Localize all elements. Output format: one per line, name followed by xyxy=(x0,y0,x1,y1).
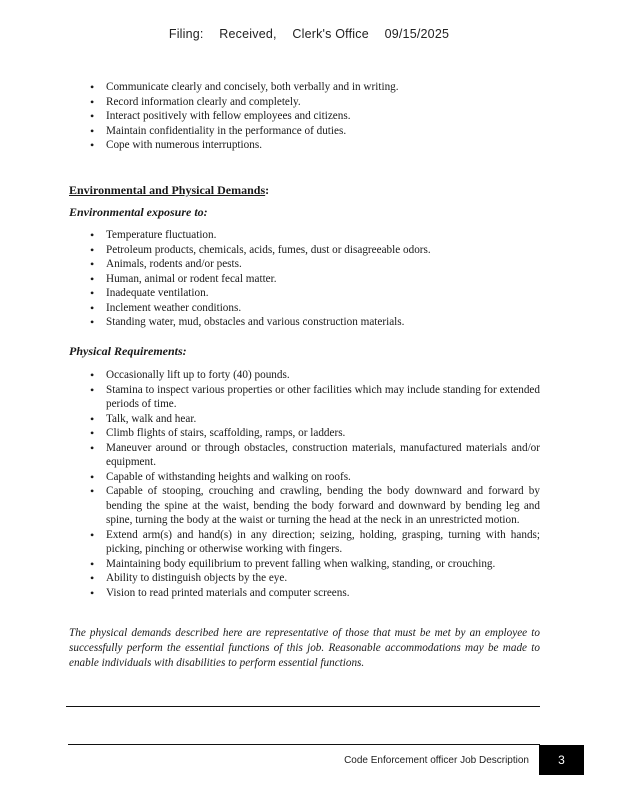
list-item: • Temperature fluctuation. xyxy=(90,228,540,243)
section-heading-environmental-physical xyxy=(69,183,269,198)
list-item: • Stamina to inspect various properties or other facilities which may include standing for extended periods of time. xyxy=(90,383,540,412)
list-item: • Communicate clearly and concisely, both verbally and in writing. xyxy=(90,80,450,95)
list-item: • Petroleum products, chemicals, acids, fumes, dust or disagreeable odors. xyxy=(90,243,540,258)
filing-office: Clerk's Office xyxy=(292,27,369,41)
physical-requirements-list xyxy=(90,368,540,600)
list-item: • Standing water, mud, obstacles and various construction materials. xyxy=(90,315,540,330)
list-item: • Interact positively with fellow employees and citizens. xyxy=(90,109,450,124)
environmental-exposure-list xyxy=(90,228,540,330)
page-number-badge: 3 xyxy=(539,745,584,775)
filing-stamp-header xyxy=(0,27,618,41)
list-item: • Inadequate ventilation. xyxy=(90,286,540,301)
filing-date: 09/15/2025 xyxy=(384,27,450,41)
filing-status: Received, xyxy=(219,27,277,41)
physical-requirements-heading: Physical Requirements: xyxy=(69,344,187,358)
list-item: • Extend arm(s) and hand(s) in any direction; seizing, holding, grasping, turning with hands; picking, pinching or otherwise working with fingers. xyxy=(90,528,540,557)
footer-document-title: Code Enforcement officer Job Description xyxy=(344,755,529,766)
list-item: • Cope with numerous interruptions. xyxy=(90,138,450,153)
list-item: • Maintain confidentiality in the performance of duties. xyxy=(90,124,450,139)
list-item: • Maneuver around or through obstacles, construction materials, manufactured materials and/or equipment. xyxy=(90,441,540,470)
closing-note: The physical demands described here are representative of those that must be met by an employee to successfully perform the essential functions of this job. Reasonable accommodations may be made to enable individuals with disabilities to perform essential functions. xyxy=(69,627,540,669)
list-item: • Vision to read printed materials and computer screens. xyxy=(90,586,540,601)
communication-skills-list xyxy=(90,80,450,153)
list-item: • Climb flights of stairs, scaffolding, ramps, or ladders. xyxy=(90,426,540,441)
list-item: • Ability to distinguish objects by the eye. xyxy=(90,571,540,586)
list-item: • Animals, rodents and/or pests. xyxy=(90,257,540,272)
list-item: • Record information clearly and completely. xyxy=(90,95,450,110)
list-item: • Inclement weather conditions. xyxy=(90,301,540,316)
list-item: • Human, animal or rodent fecal matter. xyxy=(90,272,540,287)
section-heading-text: Environmental and Physical Demands xyxy=(69,183,266,197)
footer-divider xyxy=(68,744,540,745)
list-item: • Maintaining body equilibrium to prevent falling when walking, standing, or crouching. xyxy=(90,557,540,572)
section-heading-colon: : xyxy=(265,183,270,197)
list-item: • Capable of stooping, crouching and crawling, bending the body downward and forward by bending the spine at the waist, bending the body forward and downward by bending leg and spine, turning the body at the waist or turning the head at the neck in an unrestricted motion. xyxy=(90,484,540,528)
environmental-exposure-heading: Environmental exposure to: xyxy=(69,205,208,219)
list-item: • Talk, walk and hear. xyxy=(90,412,540,427)
list-item: • Occasionally lift up to forty (40) pounds. xyxy=(90,368,540,383)
horizontal-divider xyxy=(66,706,540,707)
list-item: • Capable of withstanding heights and walking on roofs. xyxy=(90,470,540,485)
filing-label: Filing: xyxy=(168,27,204,41)
